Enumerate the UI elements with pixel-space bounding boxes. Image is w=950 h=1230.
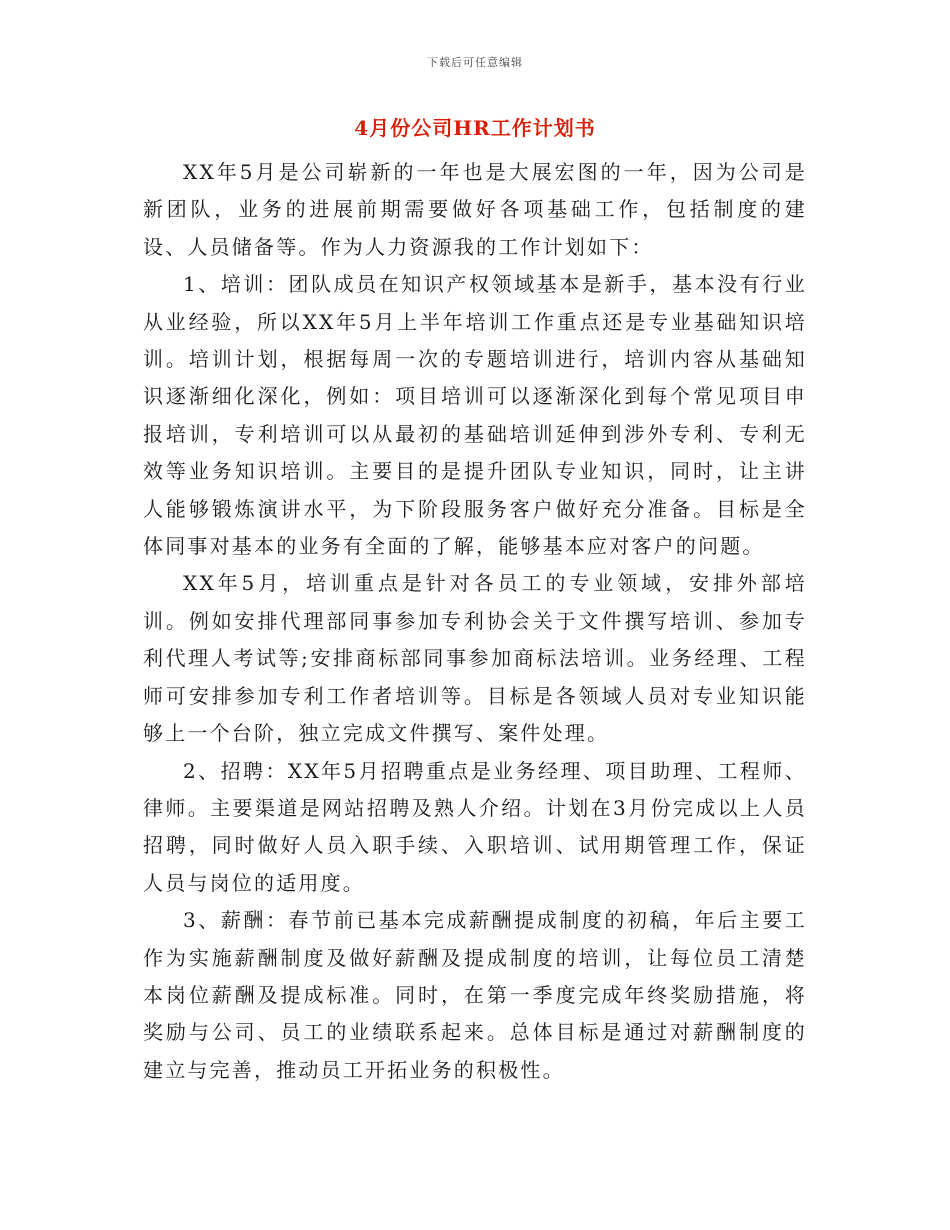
paragraph-training-external: XX年5月，培训重点是针对各员工的专业领域，安排外部培训。例如安排代理部同事参加专利协会关于文件撰写培训、参加专利代理人考试等;安排商标部同事参加商标法培训。业务经理、工程师可安排参加专利工作者培训等。目标是各领域人员对专业知识能够上一个台阶，独立完成文件撰写、案件处理。 — [143, 571, 807, 746]
paragraph-training: 1、培训：团队成员在知识产权领域基本是新手，基本没有行业从业经验，所以XX年5月上半年培训工作重点还是专业基础知识培训。培训计划，根据每周一次的专题培训进行，培训内容从基础知识逐渐细化深化，例如：项目培训可以逐渐深化到每个常见项目申报培训，专利培训可以从最初的基础培训延伸到涉外专利、专利无效等业务知识培训。主要目的是提升团队专业知识，同时，让主讲人能够锻炼演讲水平，为下阶段服务客户做好充分准备。目标是全体同事对基本的业务有全面的了解，能够基本应对客户的问题。 — [143, 272, 807, 559]
paragraph-recruitment: 2、招聘：XX年5月招聘重点是业务经理、项目助理、工程师、律师。主要渠道是网站招聘及熟人介绍。计划在3月份完成以上人员招聘，同时做好人员入职手续、入职培训、试用期管理工作，保证人员与岗位的适用度。 — [143, 758, 807, 895]
header-note: 下载后可任意编辑 — [427, 56, 523, 69]
paragraph-compensation: 3、薪酬：春节前已基本完成薪酬提成制度的初稿，年后主要工作为实施薪酬制度及做好薪酬及提成制度的培训，让每位员工清楚本岗位薪酬及提成标准。同时，在第一季度完成年终奖励措施，将奖励与公司、员工的业绩联系起来。总体目标是通过对薪酬制度的建立与完善，推动员工开拓业务的积极性。 — [143, 908, 807, 1082]
document-body — [143, 154, 807, 1089]
paragraph-intro: XX年5月是公司崭新的一年也是大展宏图的一年，因为公司是新团队，业务的进展前期需要做好各项基础工作，包括制度的建设、人员储备等。作为人力资源我的工作计划如下： — [143, 160, 807, 259]
document-title: 4月份公司HR工作计划书 — [354, 116, 596, 140]
